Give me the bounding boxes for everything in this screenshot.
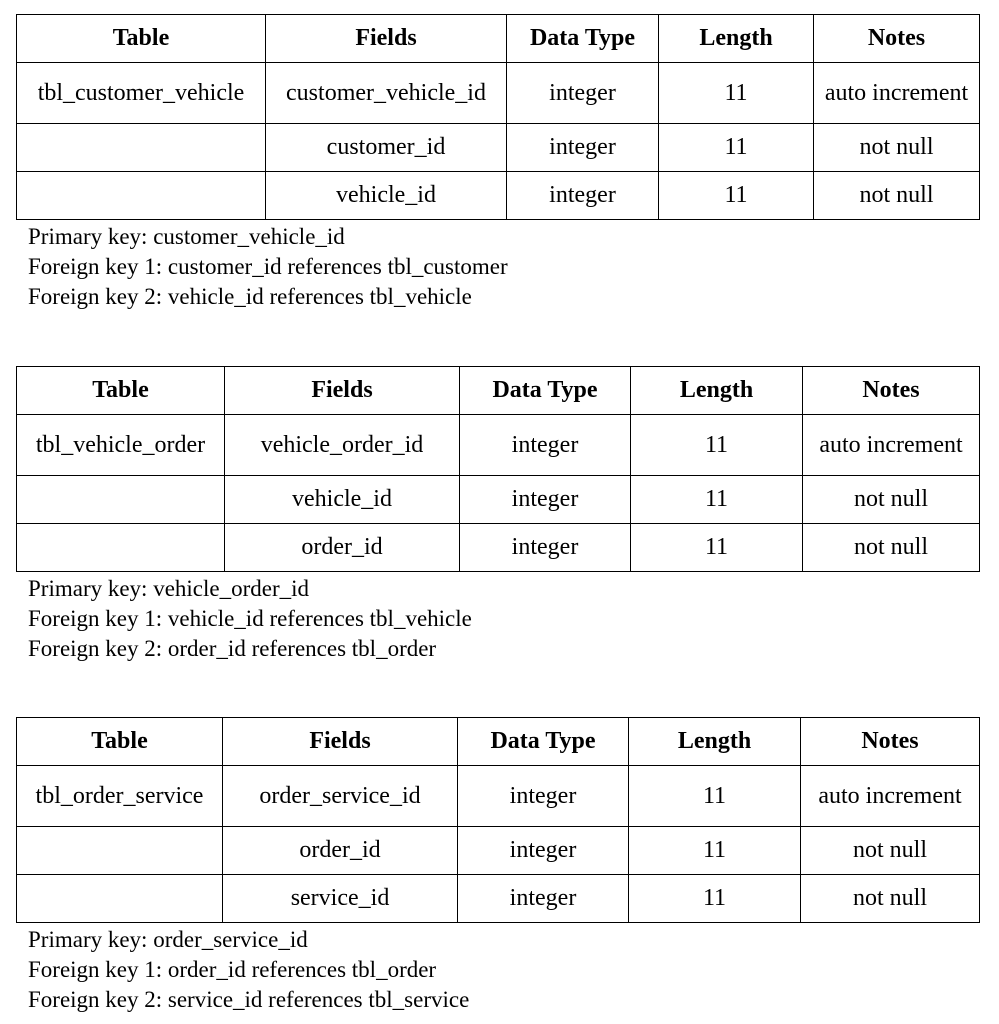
cell-data-type: integer	[458, 875, 629, 923]
header-fields: Fields	[225, 367, 460, 415]
schema-table	[16, 717, 980, 923]
table-row	[17, 172, 980, 220]
cell-field: order_service_id	[223, 766, 458, 827]
cell-length: 11	[629, 827, 801, 875]
table-row	[17, 415, 980, 476]
cell-length: 11	[631, 476, 803, 524]
cell-notes: not null	[814, 172, 980, 220]
cell-notes: auto increment	[814, 63, 980, 124]
cell-field: customer_id	[266, 124, 507, 172]
schema-table	[16, 366, 980, 572]
cell-field: service_id	[223, 875, 458, 923]
table-row	[17, 63, 980, 124]
primary-key-note: Primary key: customer_vehicle_id	[28, 224, 345, 249]
cell-field: vehicle_id	[266, 172, 507, 220]
cell-field: vehicle_id	[225, 476, 460, 524]
cell-data-type: integer	[458, 827, 629, 875]
cell-length: 11	[659, 63, 814, 124]
table-row	[17, 875, 980, 923]
key-notes	[16, 222, 980, 312]
schema-block-order-service	[16, 717, 980, 1015]
schema-block-customer-vehicle	[16, 14, 980, 312]
cell-length: 11	[659, 172, 814, 220]
cell-table-name: tbl_vehicle_order	[17, 415, 225, 476]
cell-field: order_id	[225, 524, 460, 572]
cell-table-name: tbl_order_service	[17, 766, 223, 827]
table-row	[17, 524, 980, 572]
header-notes: Notes	[814, 15, 980, 63]
header-data-type: Data Type	[507, 15, 659, 63]
table-row	[17, 766, 980, 827]
cell-data-type: integer	[460, 415, 631, 476]
cell-notes: not null	[801, 827, 980, 875]
cell-data-type: integer	[507, 172, 659, 220]
cell-data-type: integer	[458, 766, 629, 827]
header-length: Length	[659, 15, 814, 63]
header-notes: Notes	[801, 718, 980, 766]
cell-length: 11	[631, 415, 803, 476]
cell-length: 11	[629, 875, 801, 923]
cell-length: 11	[629, 766, 801, 827]
key-notes	[16, 574, 980, 664]
cell-table-name	[17, 827, 223, 875]
header-data-type: Data Type	[458, 718, 629, 766]
schema-table	[16, 14, 980, 220]
cell-table-name	[17, 124, 266, 172]
cell-length: 11	[659, 124, 814, 172]
header-data-type: Data Type	[460, 367, 631, 415]
key-notes	[16, 925, 980, 1015]
primary-key-note: Primary key: order_service_id	[28, 927, 308, 952]
foreign-key-1-note: Foreign key 1: customer_id references tbl_customer	[28, 254, 508, 279]
cell-notes: not null	[803, 476, 980, 524]
header-fields: Fields	[266, 15, 507, 63]
header-table: Table	[17, 718, 223, 766]
schema-block-vehicle-order	[16, 366, 980, 664]
table-header-row	[17, 15, 980, 63]
table-header-row	[17, 718, 980, 766]
cell-data-type: integer	[460, 476, 631, 524]
cell-field: customer_vehicle_id	[266, 63, 507, 124]
header-length: Length	[631, 367, 803, 415]
cell-table-name	[17, 524, 225, 572]
table-header-row	[17, 367, 980, 415]
cell-data-type: integer	[507, 63, 659, 124]
cell-notes: not null	[814, 124, 980, 172]
cell-field: order_id	[223, 827, 458, 875]
cell-table-name	[17, 476, 225, 524]
cell-table-name: tbl_customer_vehicle	[17, 63, 266, 124]
table-row	[17, 827, 980, 875]
cell-length: 11	[631, 524, 803, 572]
cell-notes: auto increment	[803, 415, 980, 476]
cell-table-name	[17, 875, 223, 923]
foreign-key-1-note: Foreign key 1: order_id references tbl_order	[28, 957, 437, 982]
cell-table-name	[17, 172, 266, 220]
header-table: Table	[17, 367, 225, 415]
foreign-key-1-note: Foreign key 1: vehicle_id references tbl_vehicle	[28, 606, 472, 631]
cell-notes: not null	[803, 524, 980, 572]
cell-data-type: integer	[507, 124, 659, 172]
header-length: Length	[629, 718, 801, 766]
header-fields: Fields	[223, 718, 458, 766]
header-table: Table	[17, 15, 266, 63]
table-row	[17, 124, 980, 172]
header-notes: Notes	[803, 367, 980, 415]
cell-field: vehicle_order_id	[225, 415, 460, 476]
table-row	[17, 476, 980, 524]
foreign-key-2-note: Foreign key 2: order_id references tbl_order	[28, 636, 437, 661]
foreign-key-2-note: Foreign key 2: service_id references tbl_service	[28, 987, 470, 1012]
foreign-key-2-note: Foreign key 2: vehicle_id references tbl_vehicle	[28, 284, 472, 309]
primary-key-note: Primary key: vehicle_order_id	[28, 576, 310, 601]
cell-notes: not null	[801, 875, 980, 923]
cell-data-type: integer	[460, 524, 631, 572]
cell-notes: auto increment	[801, 766, 980, 827]
